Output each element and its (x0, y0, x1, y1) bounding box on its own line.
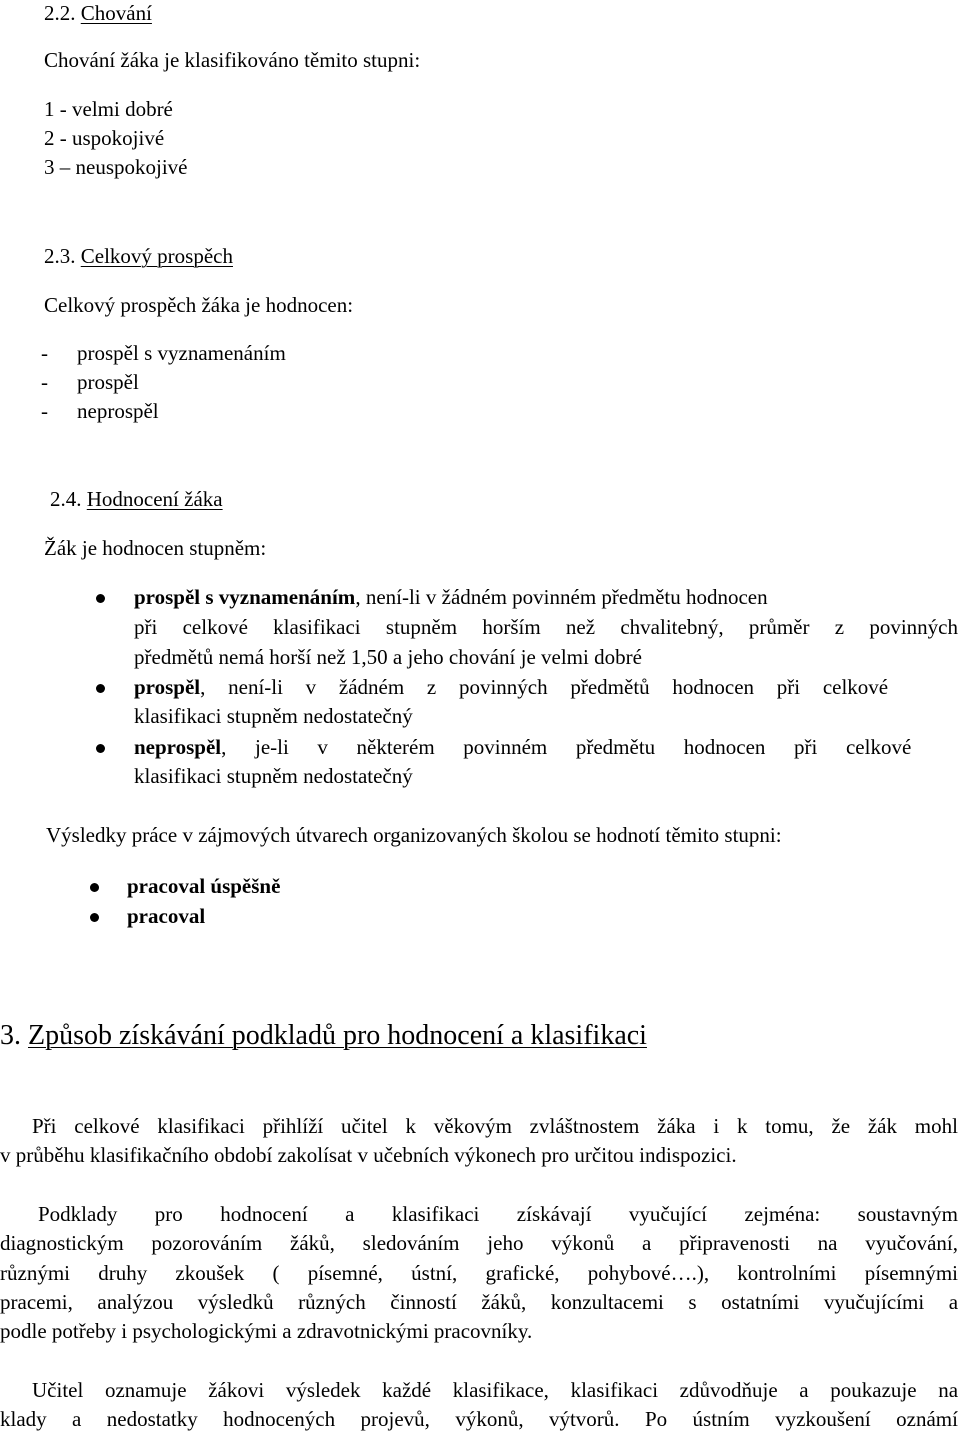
bullet-1-bold: prospěl s vyznamenáním (134, 585, 356, 609)
section-2-2-heading (44, 3, 152, 24)
result-item: neprospěl (77, 399, 159, 423)
bullet-3-line-2: klasifikaci stupněm nedostatečný (134, 764, 413, 788)
bullet-2-line-1 (134, 677, 888, 698)
bullet-1-line-1 (134, 587, 768, 608)
section-2-4-number: 2.4. (50, 487, 82, 511)
result-item: prospěl s vyznamenáním (77, 341, 286, 365)
bullet-icon (90, 883, 99, 892)
bullet-2-text: , není-li v žádném z povinných předmětů hodnocen při celkové (200, 675, 889, 699)
bullet-2-bold: prospěl (134, 675, 201, 699)
paragraph-2-line-5: podle potřeby i psychologickými a zdravotnickými pracovníky. (0, 1319, 533, 1343)
section-2-4-intro: Žák je hodnocen stupněm: (44, 536, 267, 560)
section-2-4-title: Hodnocení žáka (86, 487, 223, 511)
bullet-icon (96, 744, 105, 753)
activity-grade: pracoval úspěšně (127, 874, 281, 898)
bullet-1-line-3: předmětů nemá horší než 1,50 a jeho chování je velmi dobré (134, 645, 642, 669)
paragraph-2-line-2: diagnostickým pozorováním žáků, sledováním jeho výkonů a připravenosti na vyučování, (0, 1231, 959, 1255)
bullet-3-bold: neprospěl (134, 735, 222, 759)
activity-grade: pracoval (127, 904, 206, 928)
bullet-3-text: , je-li v některém povinném předmětu hodnocen při celkové (221, 735, 912, 759)
section-3-number: 3. (0, 1020, 21, 1051)
section-2-4-heading (50, 489, 223, 510)
dash-2: - (41, 370, 48, 394)
section-2-3-title: Celkový prospěch (80, 244, 233, 268)
bullet-icon (96, 594, 105, 603)
bullet-1-text: , není-li v žádném povinném předmětu hodnocen (355, 585, 768, 609)
dash-3: - (41, 399, 48, 423)
section-2-2-title: Chování (80, 1, 152, 25)
bullet-icon (90, 913, 99, 922)
bullet-2-line-2: klasifikaci stupněm nedostatečný (134, 704, 413, 728)
grade-1: 1 - velmi dobré (44, 97, 173, 121)
paragraph-3-line-1: Učitel oznamuje žákovi výsledek každé klasifikace, klasifikaci zdůvodňuje a poukazuje na (32, 1378, 959, 1402)
bullet-icon (96, 684, 105, 693)
section-3-heading (0, 1022, 647, 1050)
section-2-2-intro: Chování žáka je klasifikováno těmito stupni: (44, 48, 421, 72)
paragraph-1-line-1: Při celkové klasifikaci přihlíží učitel k věkovým zvláštnostem žáka i k tomu, že žák mohl (32, 1114, 958, 1138)
section-2-2-number: 2.2. (44, 1, 76, 25)
section-2-3-heading (44, 246, 233, 267)
dash-1: - (41, 341, 48, 365)
section-3-title: Způsob získávání podkladů pro hodnocení a klasifikaci (28, 1020, 647, 1051)
grade-3: 3 – neuspokojivé (44, 155, 188, 179)
paragraph-1-line-2: v průběhu klasifikačního období zakolísat v učebních výkonech pro určitou indispozici. (0, 1143, 737, 1167)
activities-intro: Výsledky práce v zájmových útvarech organizovaných školou se hodnotí těmito stupni: (46, 823, 782, 847)
paragraph-2-line-4: pracemi, analýzou výsledků různých činností žáků, konzultacemi s ostatními vyučujícími a (0, 1290, 959, 1314)
result-item: prospěl (77, 370, 139, 394)
section-2-3-number: 2.3. (44, 244, 76, 268)
paragraph-2-line-3: různými druhy zkoušek ( písemné, ústní, grafické, pohybové….), kontrolními písemnými (0, 1261, 959, 1285)
paragraph-3-line-2: klady a nedostatky hodnocených projevů, výkonů, výtvorů. Po ústním vyzkoušení oznámí (0, 1407, 958, 1431)
paragraph-2-line-1: Podklady pro hodnocení a klasifikaci získávají vyučující zejména: soustavným (38, 1202, 959, 1226)
bullet-1-line-2: při celkové klasifikaci stupněm horším než chvalitebný, průměr z povinných (134, 615, 958, 639)
bullet-3-line-1 (134, 737, 911, 758)
grade-2: 2 - uspokojivé (44, 126, 165, 150)
section-2-3-intro: Celkový prospěch žáka je hodnocen: (44, 293, 354, 317)
